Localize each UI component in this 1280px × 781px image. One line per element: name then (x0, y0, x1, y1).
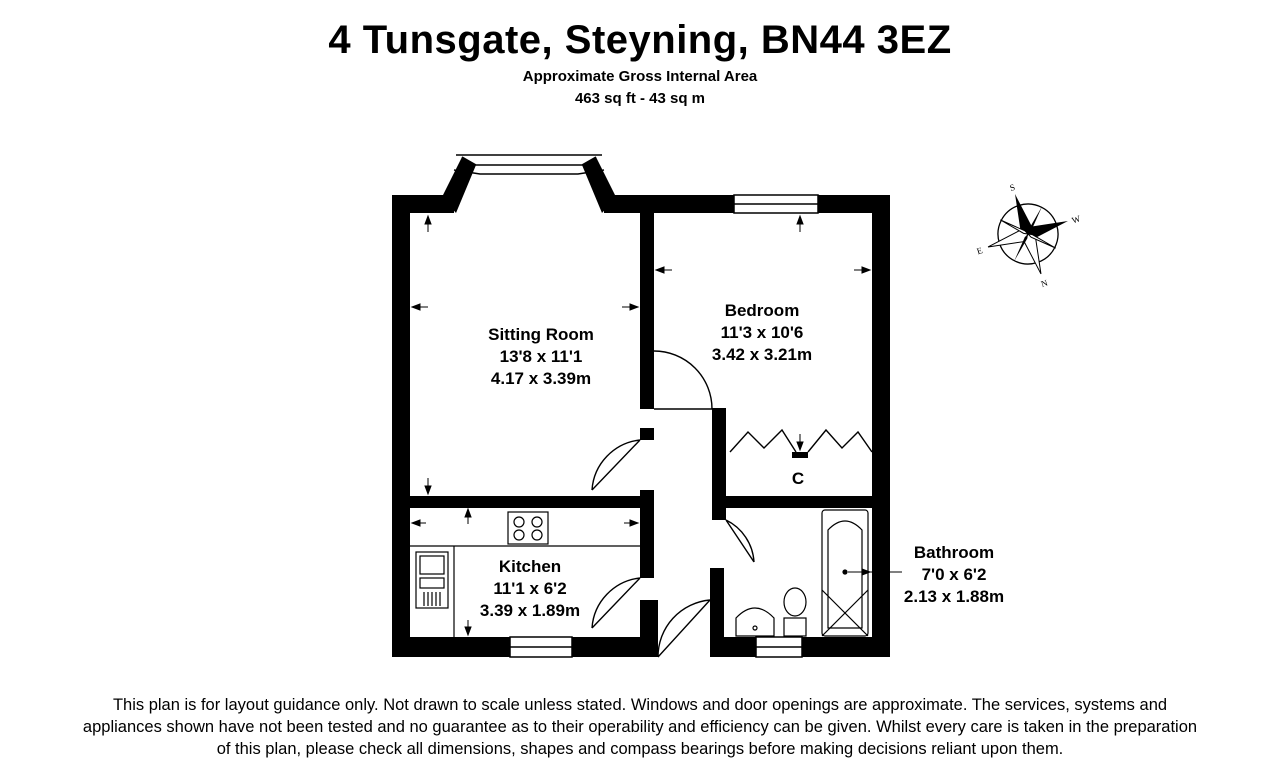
toilet-icon (784, 588, 806, 616)
cupboard-door-right (808, 430, 872, 452)
compass-icon (960, 166, 1098, 305)
cupboard-label: C (791, 469, 805, 488)
bathroom-name: Bathroom (913, 543, 995, 562)
bedroom-metric: 3.42 x 3.21m (711, 345, 813, 364)
bathroom-fittings (736, 510, 868, 636)
sitting-room-name: Sitting Room (488, 325, 594, 344)
wall-cupboard-bath (724, 496, 874, 508)
page-title: 4 Tunsgate, Steyning, BN44 3EZ (328, 18, 952, 62)
sitting-room-imperial: 13'8 x 11'1 (499, 347, 583, 366)
compass-s: S (1008, 182, 1017, 194)
sitting-door (592, 440, 640, 490)
wall-west (392, 195, 410, 657)
bathroom-imperial: 7'0 x 6'2 (921, 565, 987, 584)
bedroom-label (692, 300, 832, 366)
compass-e: E (975, 245, 984, 257)
wall-bath-stub (712, 500, 726, 520)
wall-east (872, 195, 890, 657)
kitchen-imperial: 11'1 x 6'2 (493, 579, 567, 598)
disclaimer-line-1: This plan is for layout guidance only. Not drawn to scale unless stated. Windows and door openings are approximate. The services, systems and (112, 696, 1168, 714)
compass-w: W (1070, 213, 1082, 226)
wall-kitchen-east (640, 520, 654, 578)
wall-hall-stub (640, 428, 654, 440)
area-value: 463 sq ft - 43 sq m (574, 90, 706, 107)
basin-icon (736, 608, 774, 636)
bathroom-label (892, 542, 1016, 608)
wall-sitting-kitchen (410, 496, 642, 508)
compass-n: N (1039, 277, 1049, 290)
bathroom-metric: 2.13 x 1.88m (903, 587, 1005, 606)
wall-south-stub-left (640, 600, 658, 657)
cupboard-door-left (730, 430, 796, 452)
disclaimer (10, 694, 1270, 760)
area-heading: Approximate Gross Internal Area (522, 68, 758, 85)
disclaimer-line-2: appliances shown have not been tested and no guarantee as to their operability and efficiency can be given. Whilst every care is taken in the preparation (82, 718, 1198, 736)
wall-south-stub-right (710, 568, 724, 657)
sitting-room-metric: 4.17 x 3.39m (490, 369, 592, 388)
hob-icon (508, 512, 548, 544)
bedroom-name: Bedroom (724, 301, 800, 320)
kitchen-door (592, 578, 640, 628)
entrance-door (658, 600, 710, 657)
disclaimer-line-3: of this plan, please check all dimensions, shapes and compass bearings before making decisions reliant upon them. (216, 740, 1064, 758)
kitchen-label (464, 556, 596, 622)
kitchen-name: Kitchen (498, 557, 562, 576)
kitchen-metric: 3.39 x 1.89m (479, 601, 581, 620)
cupboard-post (792, 452, 808, 458)
wall-sitting-bedroom (640, 213, 654, 409)
wall-hall-mid (640, 490, 654, 520)
bath-door (726, 520, 754, 562)
bedroom-imperial: 11'3 x 10'6 (720, 323, 804, 342)
sitting-room-label (466, 324, 616, 390)
